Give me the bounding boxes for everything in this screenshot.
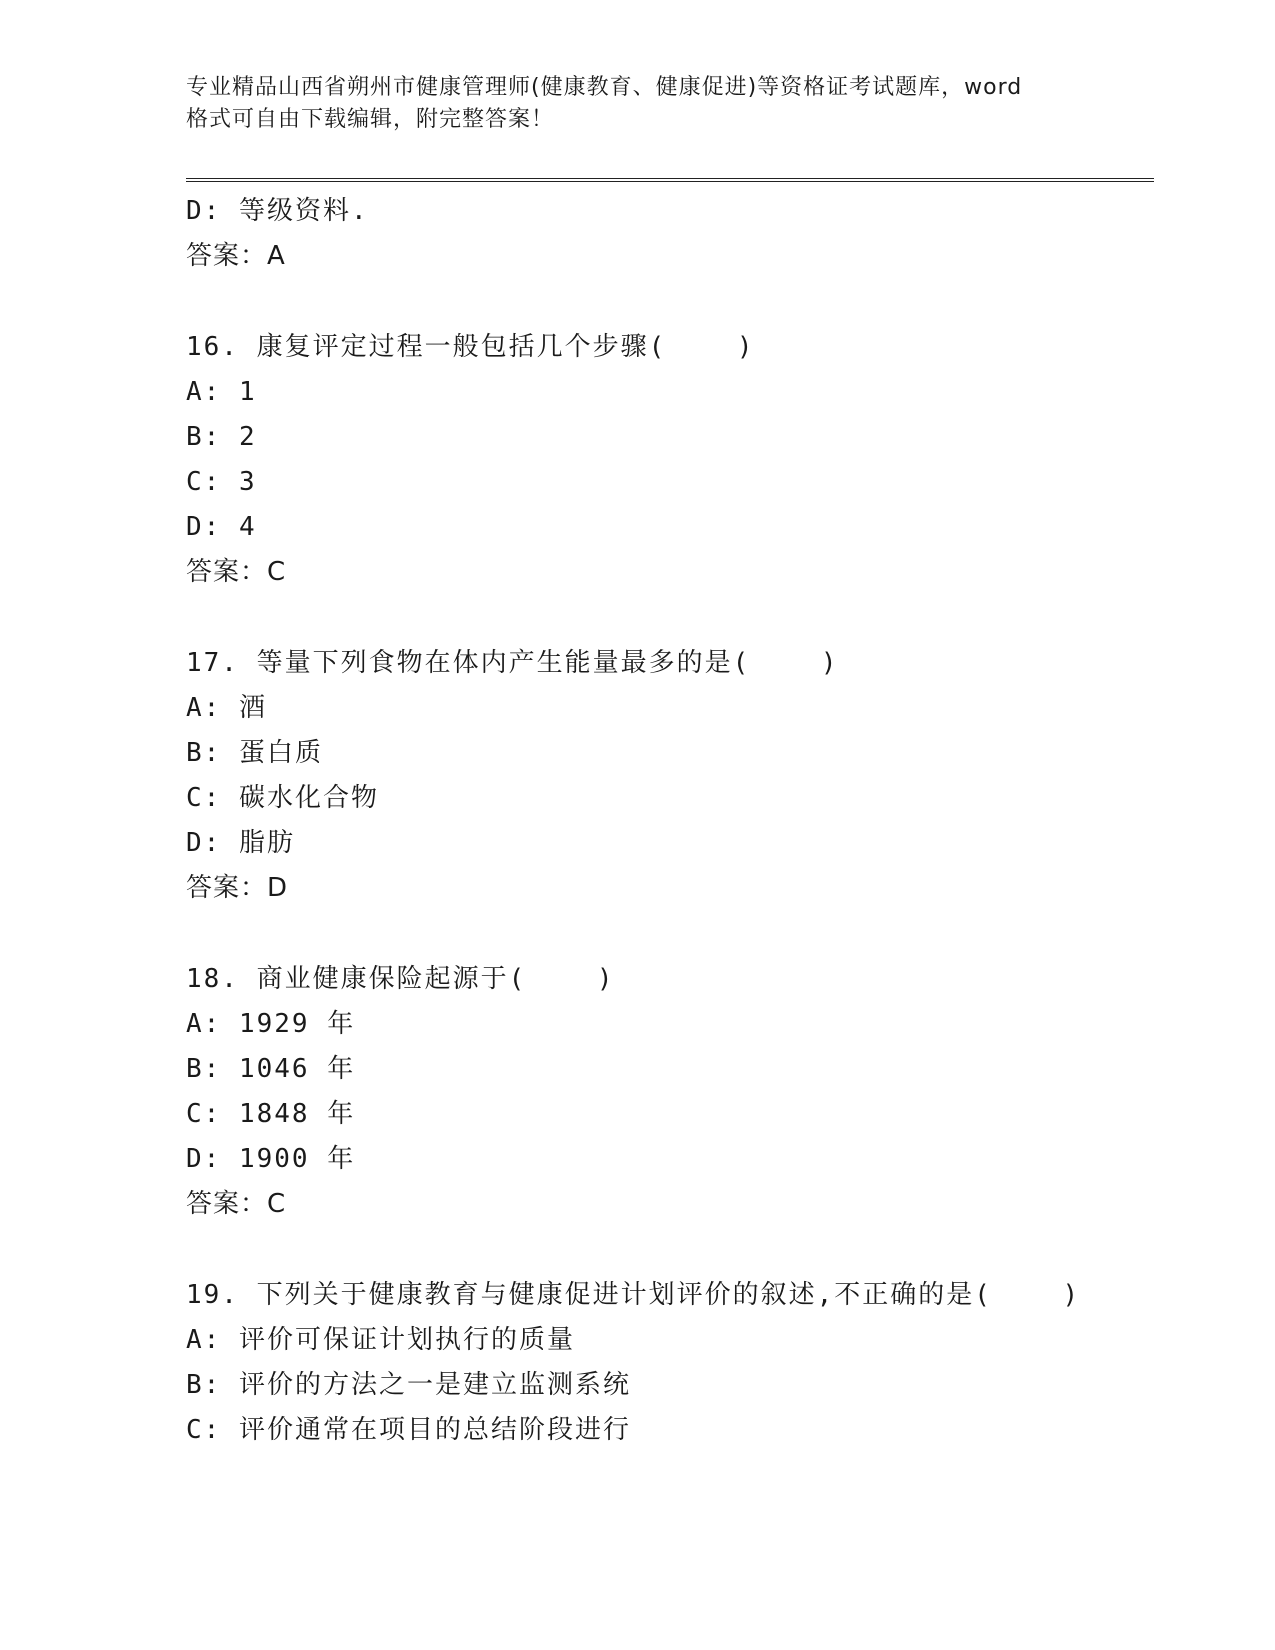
question-stem: 18. 商业健康保险起源于( ) — [186, 964, 615, 994]
option-c: C: 碳水化合物 — [186, 783, 379, 813]
answer: 答案：D — [186, 873, 289, 903]
header-divider — [186, 178, 1154, 182]
question-17 — [186, 641, 1154, 911]
option-b: B: 1046 年 — [186, 1054, 356, 1084]
option-b: B: 2 — [186, 422, 257, 452]
option-b: B: 蛋白质 — [186, 738, 323, 768]
option-a: A: 酒 — [186, 693, 267, 723]
option-c: C: 3 — [186, 467, 257, 497]
previous-answer: 答案：A — [186, 241, 286, 271]
option-d: D: 脂肪 — [186, 828, 295, 858]
option-a: A: 1929 年 — [186, 1009, 356, 1039]
question-19 — [186, 1273, 1154, 1453]
option-a: A: 评价可保证计划执行的质量 — [186, 1325, 575, 1355]
header-line-1: 专业精品山西省朔州市健康管理师(健康教育、健康促进)等资格证考试题库，word — [186, 75, 1023, 100]
question-stem: 17. 等量下列食物在体内产生能量最多的是( ) — [186, 648, 839, 678]
header-line-2: 格式可自由下载编辑，附完整答案！ — [186, 107, 555, 132]
question-18 — [186, 957, 1154, 1227]
option-c: C: 评价通常在项目的总结阶段进行 — [186, 1415, 631, 1445]
option-c: C: 1848 年 — [186, 1099, 356, 1129]
answer: 答案：C — [186, 1189, 287, 1219]
question-16 — [186, 325, 1154, 595]
document-header — [186, 72, 1086, 136]
option-d: D: 1900 年 — [186, 1144, 356, 1174]
option-b: B: 评价的方法之一是建立监测系统 — [186, 1370, 631, 1400]
answer: 答案：C — [186, 557, 287, 587]
question-stem: 16. 康复评定过程一般包括几个步骤( ) — [186, 332, 755, 362]
option-a: A: 1 — [186, 377, 257, 407]
question-stem: 19. 下列关于健康教育与健康促进计划评价的叙述,不正确的是( ) — [186, 1280, 1081, 1310]
previous-option-d: D: 等级资料. — [186, 196, 369, 226]
option-d: D: 4 — [186, 512, 257, 542]
question-content — [186, 189, 1154, 1453]
